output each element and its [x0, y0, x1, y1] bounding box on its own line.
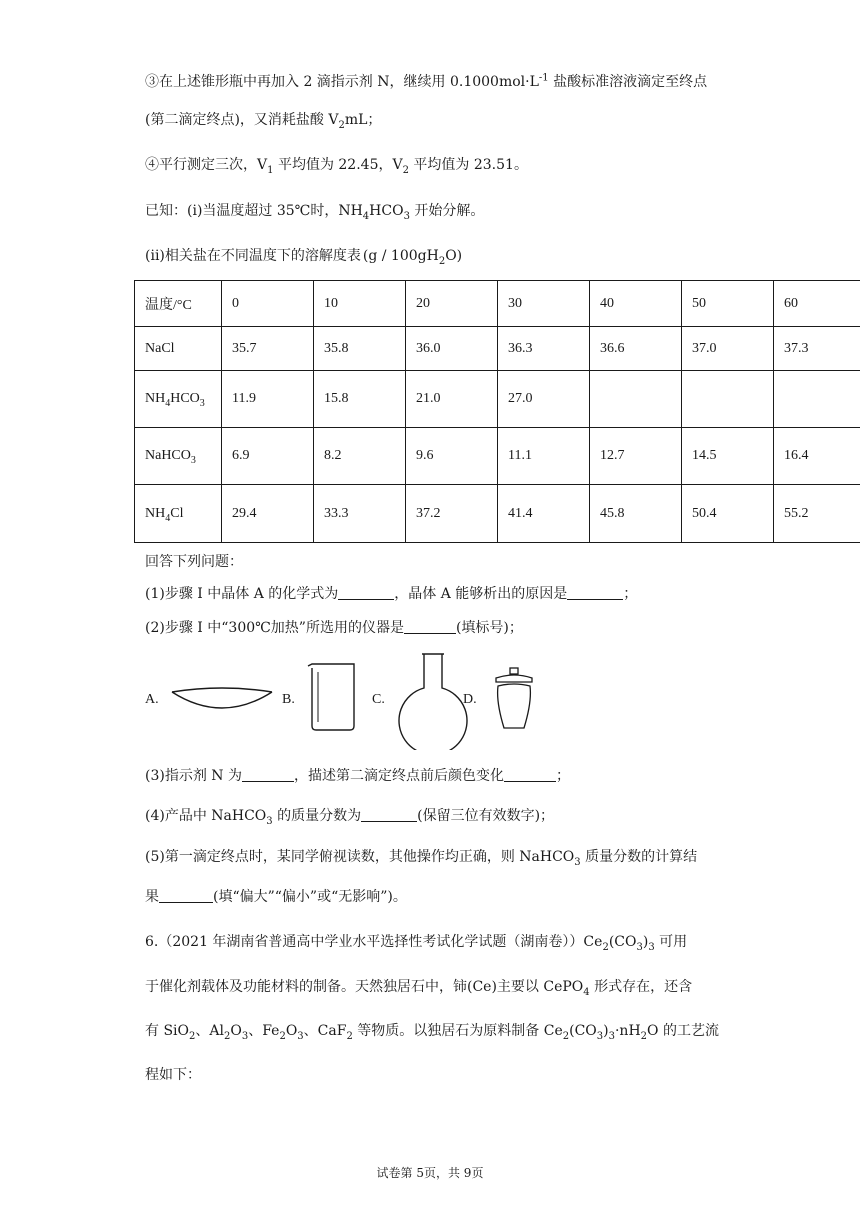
questions-intro: 回答下列问题： [145, 554, 243, 570]
problem-6-line-3: 有 SiO$_2$、$Al_2O_3$、$Fe_2O_3$、CaF$_2$ 等物质。以独居石为原料制备 $Ce_2(CO_3)_3\cdot nH_2O$ 的工艺流 [145, 1023, 719, 1042]
step-3-line-2 [145, 110, 381, 130]
header-cell: 50 [682, 281, 774, 327]
answer-blank[interactable] [504, 767, 556, 782]
table-cell: 11.9 [222, 371, 314, 428]
step-4-text: ④平行测定三次，V [145, 157, 268, 173]
table-cell: 11.1 [498, 428, 590, 485]
table-cell: 55.2 [774, 485, 860, 543]
step-4-text-mid: 平均值为 22.45，V [273, 157, 403, 173]
row-label: NaCl [135, 327, 222, 371]
table-cell: 35.8 [314, 327, 406, 371]
header-cell: 40 [590, 281, 682, 327]
option-a-label: A. [145, 692, 159, 707]
question-1: (1)步骤 I 中晶体 A 的化学式为 ，晶体 A 能够析出的原因是 ； [145, 586, 638, 602]
subscript: 1 [267, 164, 274, 176]
table-row [135, 485, 860, 543]
question-2: (2)步骤 I 中“300℃加热”所选用的仪器是 (填标号)； [145, 620, 523, 636]
answer-blank[interactable] [338, 585, 394, 600]
row-label: $NH_4Cl$ [135, 485, 222, 543]
unit-text: L [529, 74, 539, 90]
table-cell: 37.3 [774, 327, 860, 371]
row-label: NaHCO$_3$ [135, 428, 222, 485]
step-3-text-2-end: mL； [344, 112, 382, 128]
known-ii-text: (ii)相关盐在不同温度下的溶解度表 [145, 248, 361, 264]
table-cell: 9.6 [406, 428, 498, 485]
header-cell: 10 [314, 281, 406, 327]
table-row [135, 371, 860, 428]
table-cell [774, 371, 860, 428]
known-i-text: 已知：(i)当温度超过 35℃时，NH [145, 203, 363, 219]
answer-blank[interactable] [159, 888, 213, 903]
table-row [135, 327, 860, 371]
superscript: -1 [538, 72, 549, 84]
table-cell: 41.4 [498, 485, 590, 543]
known-i-line [145, 201, 484, 221]
subscript: 3 [403, 210, 410, 222]
header-cell: 20 [406, 281, 498, 327]
crucible-icon [490, 666, 538, 734]
table-cell [682, 371, 774, 428]
option-d-label: D. [463, 692, 477, 707]
question-5-line-1: (5)第一滴定终点时，某同学俯视读数，其他操作均正确，则 NaHCO$_3$ 质量分数的计算结 [145, 849, 698, 868]
round-bottom-flask-icon [394, 652, 472, 750]
known-ii-line [145, 246, 462, 266]
step-4-line [145, 155, 528, 175]
step-3-text-2: (第二滴定终点)，又消耗盐酸 V [145, 112, 339, 128]
table-cell [590, 371, 682, 428]
table-cell: 12.7 [590, 428, 682, 485]
solubility-table [134, 280, 860, 543]
evaporating-dish-icon [168, 680, 276, 714]
table-cell: 45.8 [590, 485, 682, 543]
question-4: (4)产品中 NaHCO$_3$ 的质量分数为 (保留三位有效数字)； [145, 808, 555, 827]
header-cell: 60 [774, 281, 860, 327]
page-footer: 试卷第 5页，共 9页 [376, 1166, 484, 1180]
table-cell: 14.5 [682, 428, 774, 485]
subscript: 4 [362, 210, 370, 222]
header-cell: 30 [498, 281, 590, 327]
table-cell: 33.3 [314, 485, 406, 543]
question-3: (3)指示剂 N 为 ，描述第二滴定终点前后颜色变化 ； [145, 768, 570, 784]
answer-blank[interactable] [567, 585, 623, 600]
header-cell: 0 [222, 281, 314, 327]
table-cell: 35.7 [222, 327, 314, 371]
option-c-label: C. [372, 692, 385, 707]
table-cell: 37.0 [682, 327, 774, 371]
header-cell: 温度/°C [135, 281, 222, 327]
table-row [135, 428, 860, 485]
table-cell: 15.8 [314, 371, 406, 428]
table-cell: 21.0 [406, 371, 498, 428]
table-cell: 8.2 [314, 428, 406, 485]
table-cell: 27.0 [498, 371, 590, 428]
table-cell: 37.2 [406, 485, 498, 543]
table-cell: 36.0 [406, 327, 498, 371]
problem-6-line-2: 于催化剂载体及功能材料的制备。天然独居石中，铈(Ce)主要以 CePO$_4$ 形式存在，还含 [145, 979, 693, 998]
row-label: $NH_4HCO_3$ [135, 371, 222, 428]
answer-blank[interactable] [361, 807, 417, 822]
known-i-text-end: 开始分解。 [409, 203, 485, 219]
problem-6-line-4: 程如下： [145, 1067, 201, 1083]
step-3-text: ③在上述锥形瓶中再加入 2 滴指示剂 N，继续用 0.1000mol· [145, 74, 530, 90]
answer-blank[interactable] [242, 767, 294, 782]
table-cell: 16.4 [774, 428, 860, 485]
table-cell: 36.3 [498, 327, 590, 371]
unit-label: $(g / 100gH_2O)$ [362, 248, 463, 267]
option-b-label: B. [282, 692, 295, 707]
subscript: 2 [338, 119, 345, 131]
answer-blank[interactable] [404, 619, 456, 634]
table-header-row [135, 281, 860, 327]
question-5-line-2: 果 (填“偏大”“偏小”或“无影响”)。 [145, 889, 407, 905]
step-3-line-1 [145, 72, 707, 92]
beaker-icon [304, 660, 362, 732]
step-4-text-end: 平均值为 23.51。 [408, 157, 528, 173]
step-3-text-end: 盐酸标准溶液滴定至终点 [548, 74, 708, 90]
formula-text: HCO [369, 203, 404, 219]
subscript: 2 [402, 164, 409, 176]
table-cell: 36.6 [590, 327, 682, 371]
table-cell: 50.4 [682, 485, 774, 543]
table-cell: 29.4 [222, 485, 314, 543]
table-cell: 6.9 [222, 428, 314, 485]
problem-6-line-1: 6.（2021 年湖南省普通高中学业水平选择性考试化学试题（湖南卷））$Ce_2(CO_3)_3$ 可用 [145, 934, 688, 953]
